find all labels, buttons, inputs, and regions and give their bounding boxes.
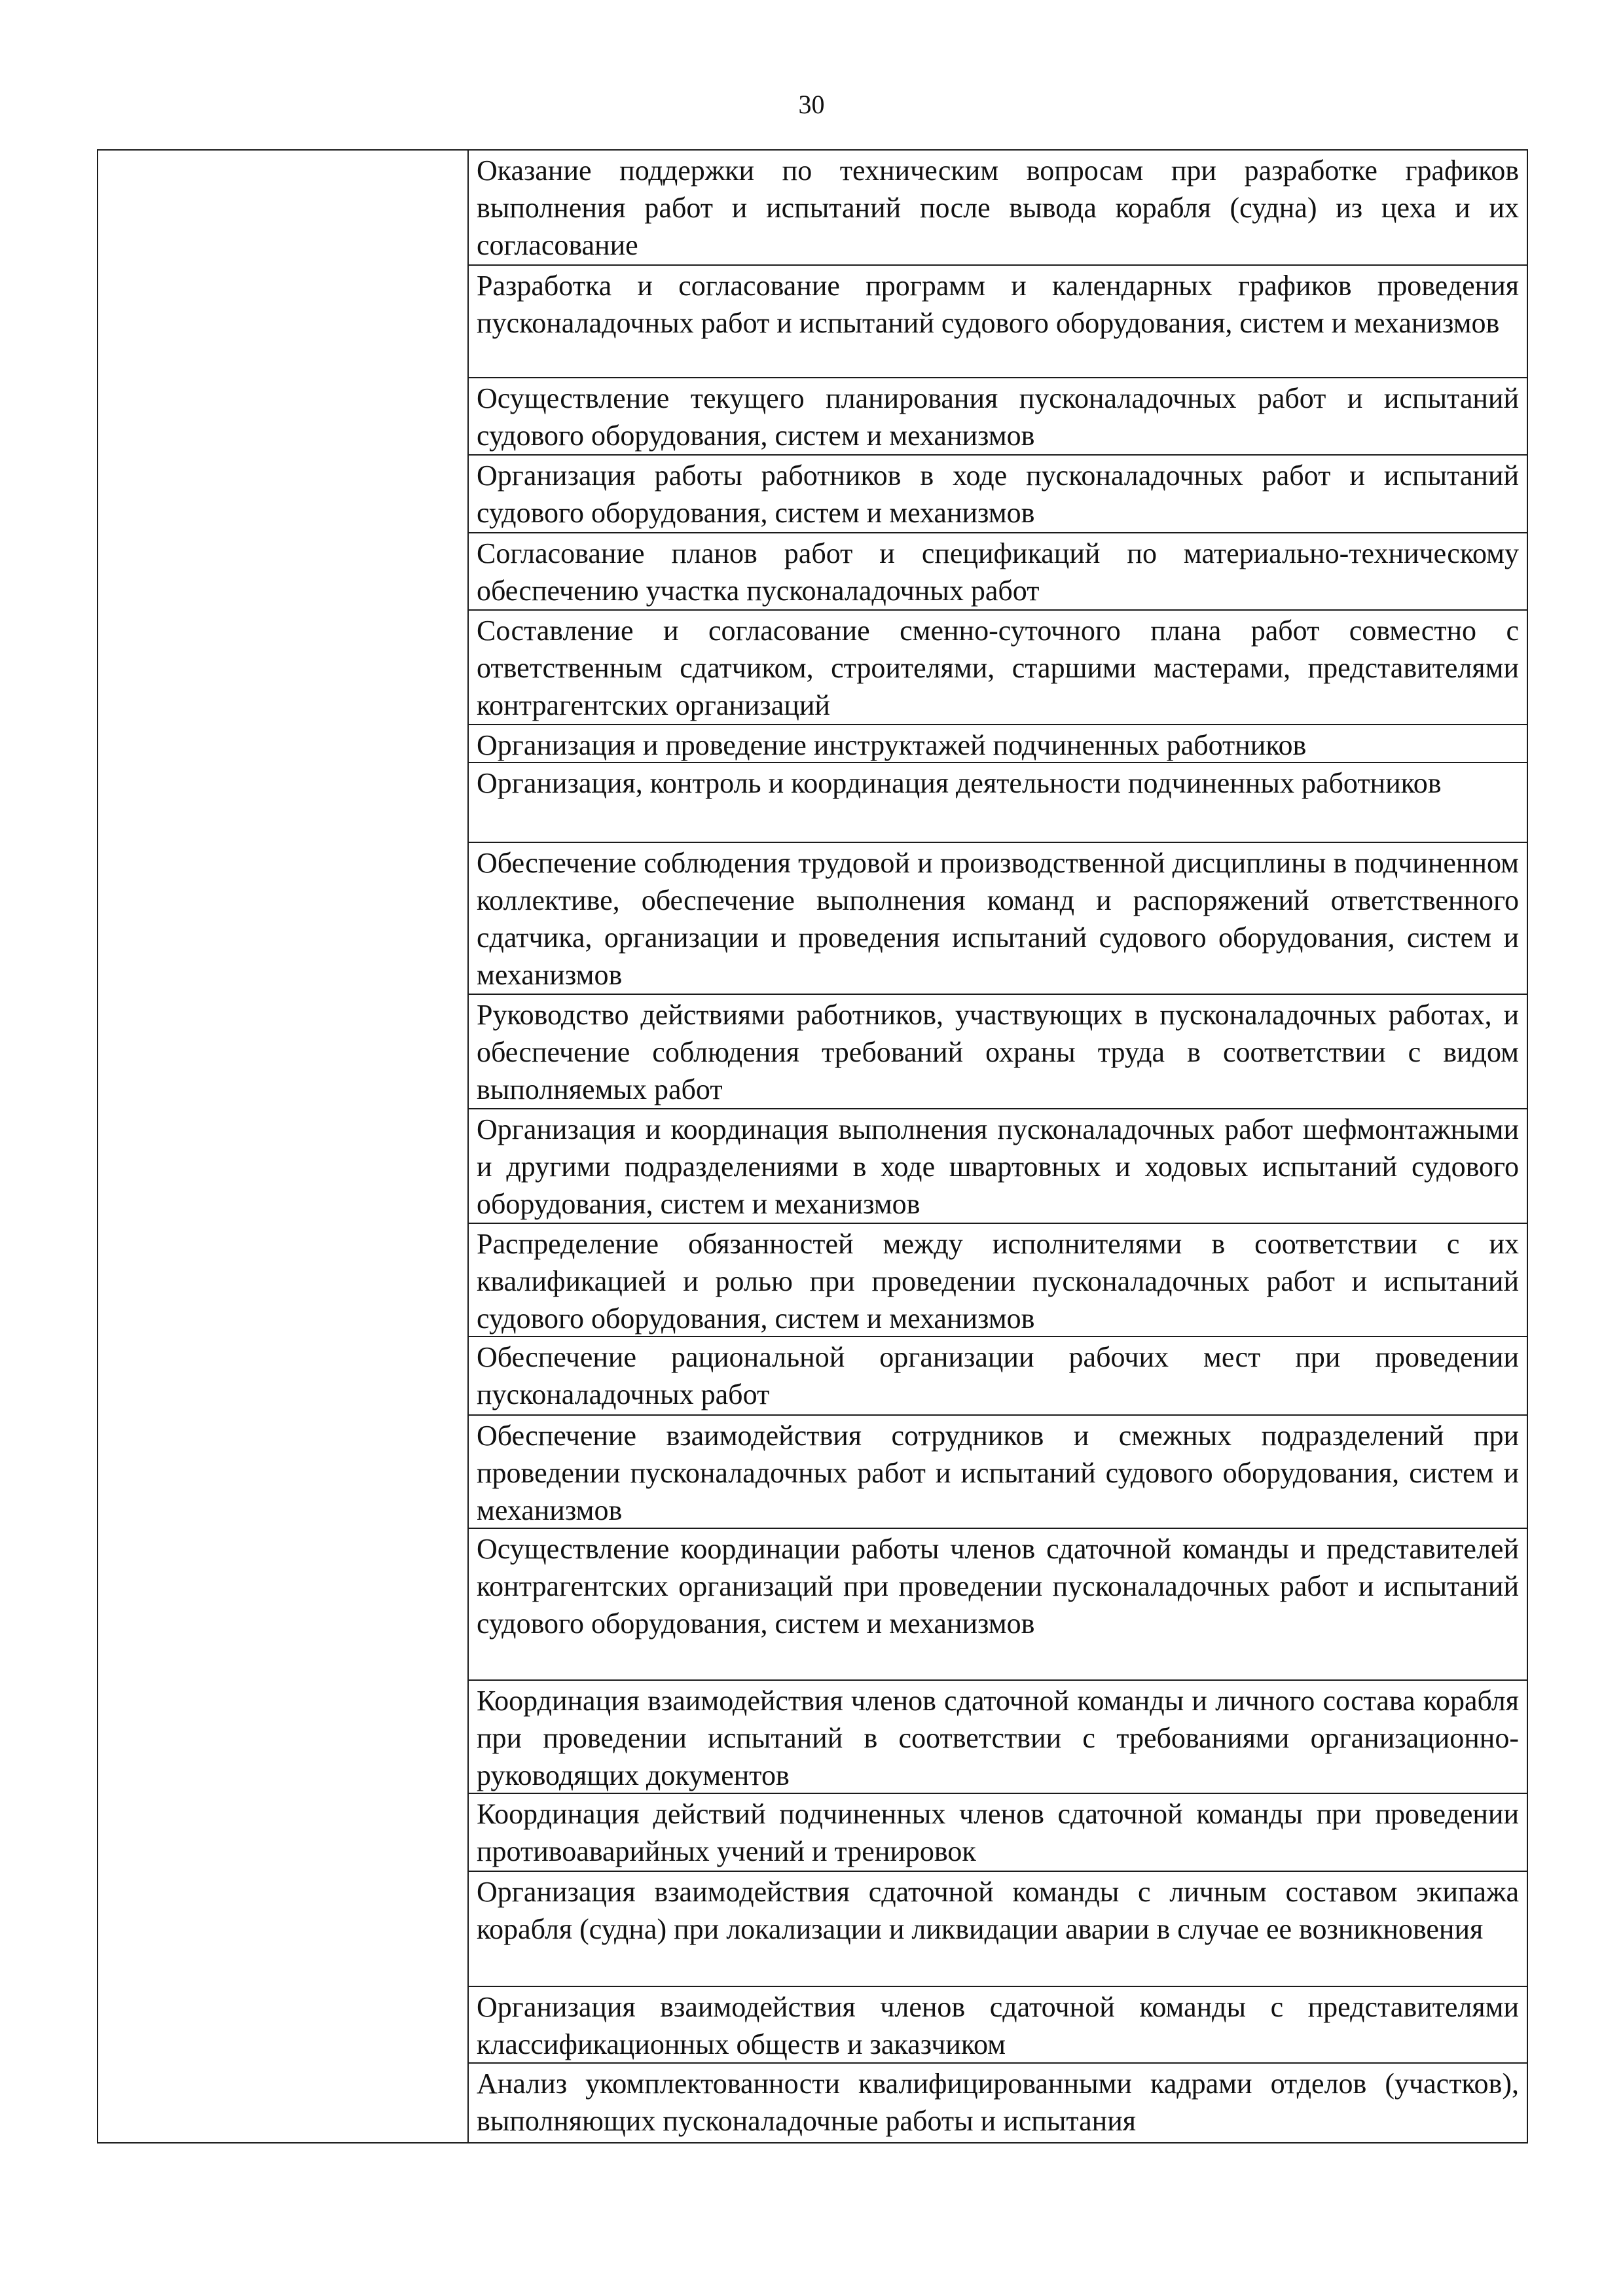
page-number: 30 — [798, 90, 825, 119]
labor-actions-cell — [468, 150, 1527, 2143]
empty-left-cell — [98, 150, 468, 2143]
labor-action-row: Руководство действиями работников, участвующих в пусконаладочных работах, и обеспечение соблюдения требований охраны труда в соответствии с видом выполняемых работ — [469, 995, 1527, 1109]
labor-actions-list — [469, 151, 1527, 2142]
labor-action-row: Организация работы работников в ходе пусконаладочных работ и испытаний судового оборудования, систем и механизмов — [469, 456, 1527, 533]
labor-action-row: Распределение обязанностей между исполнителями в соответствии с их квалификацией и ролью при проведении пусконаладочных работ и испытаний судового оборудования, систем и механизмов — [469, 1224, 1527, 1337]
labor-action-row: Согласование планов работ и спецификаций по материально-техническому обеспечению участка пусконаладочных работ — [469, 533, 1527, 611]
labor-action-row: Обеспечение взаимодействия сотрудников и смежных подразделений при проведении пусконаладочных работ и испытаний судового оборудования, систем и механизмов — [469, 1416, 1527, 1529]
labor-action-row: Организация, контроль и координация деятельности подчиненных работников — [469, 763, 1527, 843]
labor-action-row: Обеспечение рациональной организации рабочих мест при проведении пусконаладочных работ — [469, 1337, 1527, 1416]
labor-functions-table — [97, 149, 1528, 2144]
labor-action-row: Анализ укомплектованности квалифицированными кадрами отделов (участков), выполняющих пусконаладочные работы и испытания — [477, 2068, 1519, 2137]
labor-action-row: Осуществление координации работы членов сдаточной команды и представителей контрагентских организаций при проведении пусконаладочных работ и испытаний судового оборудования, систем и механизмов — [469, 1529, 1527, 1681]
labor-action-row: Координация взаимодействия членов сдаточной команды и личного состава корабля при проведении испытаний в соответствии с требованиями организационно-руководящих документов — [469, 1681, 1527, 1794]
labor-action-row: Осуществление текущего планирования пусконаладочных работ и испытаний судового оборудования, систем и механизмов — [469, 378, 1527, 456]
labor-action-row: Организация и координация выполнения пусконаладочных работ шефмонтажными и другими подразделениями в ходе швартовных и ходовых испытаний судового оборудования, систем и механизмов — [469, 1109, 1527, 1224]
labor-action-row: Координация действий подчиненных членов сдаточной команды при проведении противоаварийных учений и тренировок — [469, 1794, 1527, 1872]
labor-action-row: Разработка и согласование программ и календарных графиков проведения пусконаладочных работ и испытаний судового оборудования, систем и механизмов — [469, 266, 1527, 378]
labor-action-row: Организация и проведение инструктажей подчиненных работников — [469, 725, 1527, 763]
labor-action-row: Обеспечение соблюдения трудовой и производственной дисциплины в подчиненном коллективе, обеспечение выполнения команд и распоряжений ответственного сдатчика, организации и проведения испытаний судового оборудования, систем и механизмов — [469, 843, 1527, 995]
table-row — [98, 150, 1527, 2143]
labor-action-row: Составление и согласование сменно-суточного плана работ совместно с ответственным сдатчиком, строителями, старшими мастерами, представителями контрагентских организаций — [469, 611, 1527, 725]
labor-action-row: Организация взаимодействия сдаточной команды с личным составом экипажа корабля (судна) при локализации и ликвидации аварии в случае ее возникновения — [469, 1872, 1527, 1987]
labor-action-row: Организация взаимодействия членов сдаточной команды с представителями классификационных обществ и заказчиком — [469, 1987, 1527, 2064]
labor-action-row: Оказание поддержки по техническим вопросам при разработке графиков выполнения работ и испытаний после вывода корабля (судна) из цеха и их согласование — [469, 151, 1527, 266]
